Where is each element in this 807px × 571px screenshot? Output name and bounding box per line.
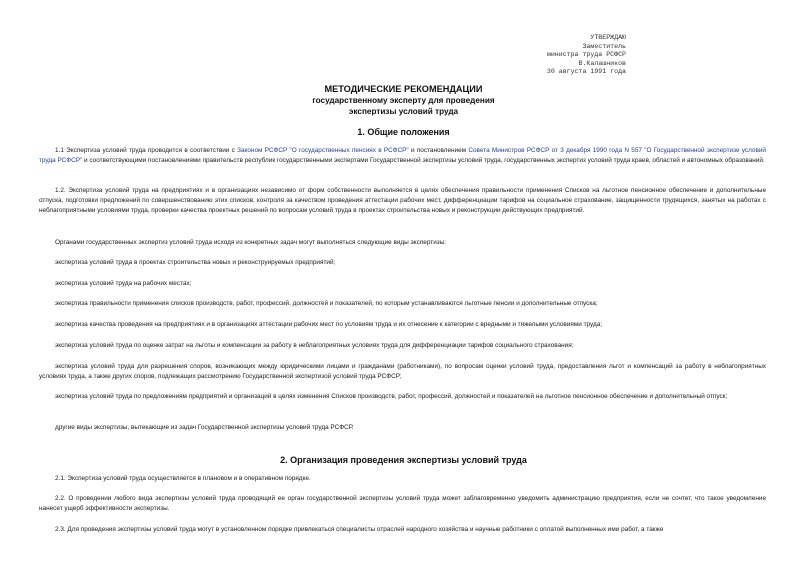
decree-link[interactable]: Совета Министров РСФСР от 3 декабря 1990 года N 557 "О Государственной экспертизе условий труда РСФСР" xyxy=(39,147,766,165)
list-item: экспертиза условий труда для разрешения споров, возникающих между юридическими лицами и гражданами (работниками), по вопросам оценки условий труда, предоставления льгот и компенсаций за работу в неблагоприятных условиях труда, а также других споров, подлежащих рассмотрению Государственной экспертизой условий труда РСФСР; xyxy=(39,363,766,381)
paragraph-1-1 xyxy=(39,146,766,166)
document-subtitle: государственному эксперту для проведения xyxy=(312,96,495,105)
paragraph-text: 1.1 Экспертиза условий труда проводится в соответствии с xyxy=(55,147,238,154)
section-heading: 2. Организация проведения экспертизы условий труда xyxy=(280,455,527,465)
list-item: экспертиза условий труда по предложениям предприятий и организаций в целях изменения Списков производств, работ, профессий, должностей и показателей на льготное пенсионное обеспечение и дополнительный отпуск; xyxy=(55,393,728,400)
list-item: экспертиза качества проведения на предприятиях и в организациях аттестации рабочих мест по условиям труда и их отнесение к категории с вредными и тяжелыми условиями труда; xyxy=(55,321,603,328)
approval-line: министра труда РСФСР xyxy=(546,51,626,59)
paragraph-text: и соответствующими постановлениями правительств республик государственными экспертами Государственной экспертизы условий труда, государственных экспертиз условий труда краев, областей и автономных образований. xyxy=(82,157,765,165)
paragraph-text: и постановлением xyxy=(408,147,469,154)
paragraph: Органами государственных экспертиз условий труда исходя из конкретных задач могут выполняться следующие виды экспертизы: xyxy=(55,239,447,246)
document-subtitle: экспертизы условий труда xyxy=(348,107,459,116)
approval-line: В.Калашников xyxy=(578,59,626,67)
approval-line: Заместитель xyxy=(582,42,626,50)
law-link[interactable]: Законом РСФСР "О государственных пенсиях в РСФСР" xyxy=(237,147,409,154)
list-item: экспертиза правильности применения списков производств, работ, профессий, должностей и показателей, по которым устанавливаются льготные пенсии и дополнительные отпуска; xyxy=(55,300,598,307)
paragraph-1-2: 1.2. Экспертиза условий труда на предприятиях и в организациях независимо от форм собственности выполняется в целях обеспечения правильности применения Списков на льготное пенсионное обеспечение и дополнительные отпуска, подготовки предложений по совершенствованию этих списков, контроля за качеством проведения аттестации рабочих мест, дифференциации тарифов на социальное страхование, защищенности трудящихся, занятых на работах с неблагоприятными условиями труда, проверки качества проектных решений по вопросам условий труда в проектах строительства новых и реконструкции действующих предприятий. xyxy=(39,187,766,215)
list-item: другие виды экспертизы, вытекающие из задач Государственной экспертизы условий труда РСФСР. xyxy=(55,424,354,431)
list-item: экспертиза условий труда по оценке затрат на льготы и компенсации за работу в неблагоприятных условиях труда для дифференциации тарифов социального страхования; xyxy=(55,342,574,349)
section-heading: 1. Общие положения xyxy=(357,127,450,137)
paragraph-2-1: 2.1. Экспертиза условий труда осуществляется в плановом и в оперативном порядке. xyxy=(55,475,311,482)
approval-block xyxy=(520,34,626,77)
paragraph-2-2: 2.2. О проведении любого вида экспертизы условий труда проводящий ее орган государственной экспертизы условий труда может заблаговременно уведомить администрацию предприятия, если не сочтет, что такое уведомление нанесет ущерб эффективности экспертизы. xyxy=(39,495,766,513)
document-title: МЕТОДИЧЕСКИЕ РЕКОМЕНДАЦИИ xyxy=(324,84,483,94)
paragraph-2-3: 2.3. Для проведения экспертизы условий труда могут в установленном порядке привлекаться специалисты отраслей народного хозяйства и научные работники с оплатой выполненных ими работ, а также xyxy=(55,526,664,533)
list-item: экспертиза условий труда в проектах строительства новых и реконструируемых предприятий; xyxy=(55,259,336,266)
approval-line: УТВЕРЖДАЮ xyxy=(590,34,626,41)
list-item: экспертиза условий труда на рабочих местах; xyxy=(55,280,192,287)
approval-date: 30 августа 1991 года xyxy=(546,68,626,76)
